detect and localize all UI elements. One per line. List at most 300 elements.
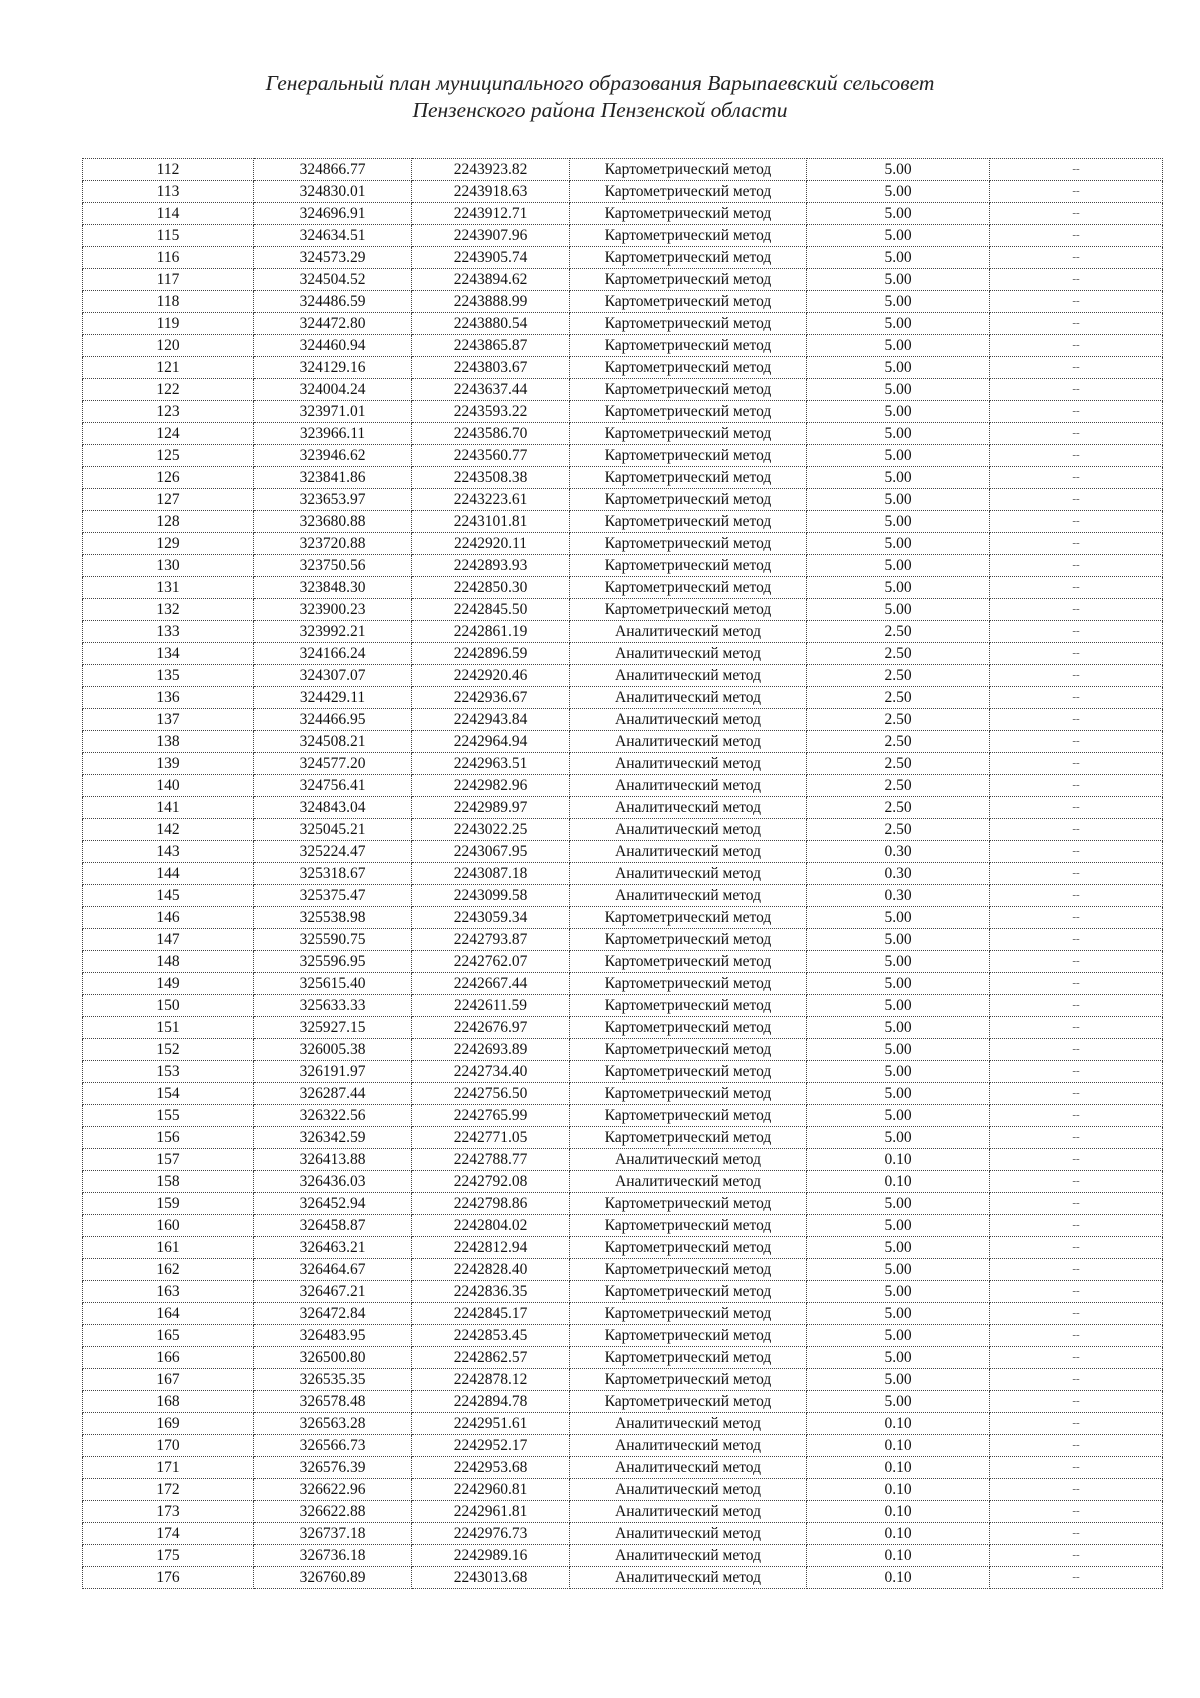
note-cell: -- [990, 643, 1163, 665]
x-coordinate-cell: 323848.30 [254, 577, 412, 599]
point-number-cell: 158 [83, 1171, 254, 1193]
point-number-cell: 135 [83, 665, 254, 687]
table-row [83, 951, 1163, 973]
accuracy-cell: 5.00 [807, 489, 990, 511]
note-cell: -- [990, 467, 1163, 489]
x-coordinate-cell: 324004.24 [254, 379, 412, 401]
point-number-cell: 162 [83, 1259, 254, 1281]
accuracy-cell: 0.10 [807, 1413, 990, 1435]
y-coordinate-cell: 2242812.94 [412, 1237, 570, 1259]
y-coordinate-cell: 2242798.86 [412, 1193, 570, 1215]
x-coordinate-cell: 323653.97 [254, 489, 412, 511]
y-coordinate-cell: 2242676.97 [412, 1017, 570, 1039]
coordinates-table [82, 158, 1163, 1589]
note-cell: -- [990, 753, 1163, 775]
y-coordinate-cell: 2242765.99 [412, 1105, 570, 1127]
accuracy-cell: 5.00 [807, 577, 990, 599]
accuracy-cell: 5.00 [807, 1325, 990, 1347]
y-coordinate-cell: 2242667.44 [412, 973, 570, 995]
accuracy-cell: 5.00 [807, 1303, 990, 1325]
point-number-cell: 116 [83, 247, 254, 269]
method-cell: Картометрический метод [570, 599, 807, 621]
method-cell: Аналитический метод [570, 753, 807, 775]
method-cell: Картометрический метод [570, 269, 807, 291]
table-row [83, 1435, 1163, 1457]
table-row [83, 291, 1163, 313]
y-coordinate-cell: 2243560.77 [412, 445, 570, 467]
accuracy-cell: 5.00 [807, 1061, 990, 1083]
y-coordinate-cell: 2242878.12 [412, 1369, 570, 1391]
table-row [83, 247, 1163, 269]
accuracy-cell: 2.50 [807, 797, 990, 819]
accuracy-cell: 5.00 [807, 335, 990, 357]
accuracy-cell: 5.00 [807, 181, 990, 203]
point-number-cell: 168 [83, 1391, 254, 1413]
accuracy-cell: 2.50 [807, 665, 990, 687]
y-coordinate-cell: 2242762.07 [412, 951, 570, 973]
y-coordinate-cell: 2243865.87 [412, 335, 570, 357]
y-coordinate-cell: 2243888.99 [412, 291, 570, 313]
point-number-cell: 147 [83, 929, 254, 951]
method-cell: Картометрический метод [570, 1105, 807, 1127]
accuracy-cell: 5.00 [807, 1215, 990, 1237]
note-cell: -- [990, 1017, 1163, 1039]
x-coordinate-cell: 326576.39 [254, 1457, 412, 1479]
x-coordinate-cell: 325045.21 [254, 819, 412, 841]
y-coordinate-cell: 2242964.94 [412, 731, 570, 753]
table-row [83, 1457, 1163, 1479]
table-row [83, 1259, 1163, 1281]
x-coordinate-cell: 326737.18 [254, 1523, 412, 1545]
table-row [83, 1193, 1163, 1215]
accuracy-cell: 5.00 [807, 1281, 990, 1303]
accuracy-cell: 5.00 [807, 1017, 990, 1039]
table-row [83, 577, 1163, 599]
note-cell: -- [990, 709, 1163, 731]
accuracy-cell: 5.00 [807, 225, 990, 247]
x-coordinate-cell: 323966.11 [254, 423, 412, 445]
accuracy-cell: 5.00 [807, 1347, 990, 1369]
accuracy-cell: 2.50 [807, 819, 990, 841]
note-cell: -- [990, 1061, 1163, 1083]
point-number-cell: 124 [83, 423, 254, 445]
table-row [83, 555, 1163, 577]
point-number-cell: 163 [83, 1281, 254, 1303]
table-row [83, 863, 1163, 885]
accuracy-cell: 0.10 [807, 1149, 990, 1171]
point-number-cell: 122 [83, 379, 254, 401]
accuracy-cell: 2.50 [807, 731, 990, 753]
note-cell: -- [990, 1391, 1163, 1413]
table-row [83, 1391, 1163, 1413]
y-coordinate-cell: 2242952.17 [412, 1435, 570, 1457]
point-number-cell: 133 [83, 621, 254, 643]
accuracy-cell: 5.00 [807, 357, 990, 379]
accuracy-cell: 5.00 [807, 269, 990, 291]
note-cell: -- [990, 533, 1163, 555]
method-cell: Картометрический метод [570, 1039, 807, 1061]
point-number-cell: 153 [83, 1061, 254, 1083]
x-coordinate-cell: 324466.95 [254, 709, 412, 731]
point-number-cell: 139 [83, 753, 254, 775]
note-cell: -- [990, 1259, 1163, 1281]
point-number-cell: 144 [83, 863, 254, 885]
table-row [83, 1413, 1163, 1435]
x-coordinate-cell: 326578.48 [254, 1391, 412, 1413]
note-cell: -- [990, 1545, 1163, 1567]
x-coordinate-cell: 326464.67 [254, 1259, 412, 1281]
method-cell: Картометрический метод [570, 907, 807, 929]
y-coordinate-cell: 2242893.93 [412, 555, 570, 577]
y-coordinate-cell: 2242861.19 [412, 621, 570, 643]
note-cell: -- [990, 995, 1163, 1017]
note-cell: -- [990, 973, 1163, 995]
table-row [83, 1567, 1163, 1589]
table-row [83, 1171, 1163, 1193]
x-coordinate-cell: 326622.96 [254, 1479, 412, 1501]
table-row [83, 269, 1163, 291]
note-cell: -- [990, 731, 1163, 753]
table-row [83, 1523, 1163, 1545]
y-coordinate-cell: 2242989.16 [412, 1545, 570, 1567]
point-number-cell: 170 [83, 1435, 254, 1457]
note-cell: -- [990, 1193, 1163, 1215]
coordinates-table-body [83, 159, 1163, 1589]
accuracy-cell: 5.00 [807, 907, 990, 929]
method-cell: Картометрический метод [570, 489, 807, 511]
table-row [83, 687, 1163, 709]
table-row [83, 313, 1163, 335]
x-coordinate-cell: 323992.21 [254, 621, 412, 643]
accuracy-cell: 5.00 [807, 379, 990, 401]
y-coordinate-cell: 2243099.58 [412, 885, 570, 907]
note-cell: -- [990, 577, 1163, 599]
y-coordinate-cell: 2243101.81 [412, 511, 570, 533]
point-number-cell: 164 [83, 1303, 254, 1325]
note-cell: -- [990, 1237, 1163, 1259]
table-row [83, 489, 1163, 511]
x-coordinate-cell: 324486.59 [254, 291, 412, 313]
x-coordinate-cell: 326467.21 [254, 1281, 412, 1303]
table-row [83, 819, 1163, 841]
table-row [83, 1127, 1163, 1149]
table-row [83, 445, 1163, 467]
method-cell: Аналитический метод [570, 819, 807, 841]
y-coordinate-cell: 2243905.74 [412, 247, 570, 269]
table-row [83, 533, 1163, 555]
method-cell: Картометрический метод [570, 225, 807, 247]
method-cell: Аналитический метод [570, 687, 807, 709]
method-cell: Картометрический метод [570, 203, 807, 225]
x-coordinate-cell: 326483.95 [254, 1325, 412, 1347]
accuracy-cell: 5.00 [807, 1259, 990, 1281]
x-coordinate-cell: 326191.97 [254, 1061, 412, 1083]
x-coordinate-cell: 325927.15 [254, 1017, 412, 1039]
accuracy-cell: 2.50 [807, 643, 990, 665]
note-cell: -- [990, 445, 1163, 467]
note-cell: -- [990, 555, 1163, 577]
method-cell: Аналитический метод [570, 885, 807, 907]
y-coordinate-cell: 2242961.81 [412, 1501, 570, 1523]
table-row [83, 1215, 1163, 1237]
method-cell: Картометрический метод [570, 335, 807, 357]
method-cell: Аналитический метод [570, 709, 807, 731]
x-coordinate-cell: 326736.18 [254, 1545, 412, 1567]
point-number-cell: 174 [83, 1523, 254, 1545]
x-coordinate-cell: 323900.23 [254, 599, 412, 621]
accuracy-cell: 5.00 [807, 445, 990, 467]
note-cell: -- [990, 1303, 1163, 1325]
point-number-cell: 125 [83, 445, 254, 467]
point-number-cell: 126 [83, 467, 254, 489]
table-row [83, 159, 1163, 181]
accuracy-cell: 5.00 [807, 1391, 990, 1413]
method-cell: Картометрический метод [570, 511, 807, 533]
method-cell: Аналитический метод [570, 1435, 807, 1457]
note-cell: -- [990, 1149, 1163, 1171]
table-row [83, 1149, 1163, 1171]
method-cell: Картометрический метод [570, 533, 807, 555]
x-coordinate-cell: 326622.88 [254, 1501, 412, 1523]
accuracy-cell: 5.00 [807, 995, 990, 1017]
method-cell: Аналитический метод [570, 841, 807, 863]
method-cell: Аналитический метод [570, 1479, 807, 1501]
x-coordinate-cell: 324129.16 [254, 357, 412, 379]
method-cell: Картометрический метод [570, 951, 807, 973]
point-number-cell: 160 [83, 1215, 254, 1237]
note-cell: -- [990, 907, 1163, 929]
table-row [83, 1083, 1163, 1105]
table-row [83, 203, 1163, 225]
y-coordinate-cell: 2243923.82 [412, 159, 570, 181]
accuracy-cell: 2.50 [807, 753, 990, 775]
note-cell: -- [990, 841, 1163, 863]
point-number-cell: 128 [83, 511, 254, 533]
note-cell: -- [990, 1171, 1163, 1193]
point-number-cell: 148 [83, 951, 254, 973]
method-cell: Картометрический метод [570, 423, 807, 445]
note-cell: -- [990, 665, 1163, 687]
note-cell: -- [990, 247, 1163, 269]
note-cell: -- [990, 1435, 1163, 1457]
point-number-cell: 141 [83, 797, 254, 819]
point-number-cell: 176 [83, 1567, 254, 1589]
x-coordinate-cell: 325633.33 [254, 995, 412, 1017]
point-number-cell: 167 [83, 1369, 254, 1391]
x-coordinate-cell: 323946.62 [254, 445, 412, 467]
y-coordinate-cell: 2242936.67 [412, 687, 570, 709]
note-cell: -- [990, 1105, 1163, 1127]
point-number-cell: 132 [83, 599, 254, 621]
note-cell: -- [990, 1347, 1163, 1369]
accuracy-cell: 5.00 [807, 159, 990, 181]
method-cell: Аналитический метод [570, 1523, 807, 1545]
method-cell: Картометрический метод [570, 1259, 807, 1281]
method-cell: Аналитический метод [570, 1501, 807, 1523]
point-number-cell: 112 [83, 159, 254, 181]
point-number-cell: 140 [83, 775, 254, 797]
y-coordinate-cell: 2243508.38 [412, 467, 570, 489]
y-coordinate-cell: 2243912.71 [412, 203, 570, 225]
y-coordinate-cell: 2243880.54 [412, 313, 570, 335]
x-coordinate-cell: 326458.87 [254, 1215, 412, 1237]
method-cell: Картометрический метод [570, 1391, 807, 1413]
x-coordinate-cell: 325596.95 [254, 951, 412, 973]
table-row [83, 1017, 1163, 1039]
accuracy-cell: 5.00 [807, 313, 990, 335]
x-coordinate-cell: 326760.89 [254, 1567, 412, 1589]
note-cell: -- [990, 357, 1163, 379]
point-number-cell: 154 [83, 1083, 254, 1105]
x-coordinate-cell: 326452.94 [254, 1193, 412, 1215]
table-row [83, 335, 1163, 357]
note-cell: -- [990, 929, 1163, 951]
y-coordinate-cell: 2243803.67 [412, 357, 570, 379]
y-coordinate-cell: 2242894.78 [412, 1391, 570, 1413]
note-cell: -- [990, 951, 1163, 973]
table-row [83, 643, 1163, 665]
note-cell: -- [990, 1281, 1163, 1303]
point-number-cell: 155 [83, 1105, 254, 1127]
y-coordinate-cell: 2243067.95 [412, 841, 570, 863]
table-row [83, 1105, 1163, 1127]
method-cell: Аналитический метод [570, 797, 807, 819]
method-cell: Аналитический метод [570, 863, 807, 885]
accuracy-cell: 0.10 [807, 1501, 990, 1523]
table-row [83, 731, 1163, 753]
y-coordinate-cell: 2242771.05 [412, 1127, 570, 1149]
point-number-cell: 169 [83, 1413, 254, 1435]
method-cell: Картометрический метод [570, 577, 807, 599]
table-row [83, 1501, 1163, 1523]
method-cell: Картометрический метод [570, 159, 807, 181]
accuracy-cell: 2.50 [807, 621, 990, 643]
point-number-cell: 137 [83, 709, 254, 731]
y-coordinate-cell: 2242836.35 [412, 1281, 570, 1303]
table-row [83, 423, 1163, 445]
point-number-cell: 114 [83, 203, 254, 225]
table-row [83, 225, 1163, 247]
x-coordinate-cell: 324843.04 [254, 797, 412, 819]
accuracy-cell: 5.00 [807, 423, 990, 445]
note-cell: -- [990, 511, 1163, 533]
point-number-cell: 149 [83, 973, 254, 995]
method-cell: Картометрический метод [570, 1083, 807, 1105]
method-cell: Аналитический метод [570, 643, 807, 665]
y-coordinate-cell: 2242788.77 [412, 1149, 570, 1171]
table-row [83, 621, 1163, 643]
method-cell: Картометрический метод [570, 445, 807, 467]
y-coordinate-cell: 2243894.62 [412, 269, 570, 291]
x-coordinate-cell: 324429.11 [254, 687, 412, 709]
y-coordinate-cell: 2243059.34 [412, 907, 570, 929]
point-number-cell: 131 [83, 577, 254, 599]
table-row [83, 1303, 1163, 1325]
y-coordinate-cell: 2243637.44 [412, 379, 570, 401]
note-cell: -- [990, 1369, 1163, 1391]
accuracy-cell: 0.10 [807, 1171, 990, 1193]
point-number-cell: 117 [83, 269, 254, 291]
document-header [0, 70, 1200, 124]
accuracy-cell: 5.00 [807, 291, 990, 313]
x-coordinate-cell: 324307.07 [254, 665, 412, 687]
method-cell: Картометрический метод [570, 1237, 807, 1259]
accuracy-cell: 5.00 [807, 467, 990, 489]
y-coordinate-cell: 2243013.68 [412, 1567, 570, 1589]
accuracy-cell: 5.00 [807, 247, 990, 269]
y-coordinate-cell: 2242862.57 [412, 1347, 570, 1369]
method-cell: Картометрический метод [570, 1369, 807, 1391]
x-coordinate-cell: 325615.40 [254, 973, 412, 995]
y-coordinate-cell: 2243022.25 [412, 819, 570, 841]
point-number-cell: 142 [83, 819, 254, 841]
y-coordinate-cell: 2242920.46 [412, 665, 570, 687]
accuracy-cell: 2.50 [807, 775, 990, 797]
accuracy-cell: 5.00 [807, 511, 990, 533]
y-coordinate-cell: 2242896.59 [412, 643, 570, 665]
method-cell: Аналитический метод [570, 621, 807, 643]
accuracy-cell: 5.00 [807, 1083, 990, 1105]
accuracy-cell: 0.10 [807, 1479, 990, 1501]
note-cell: -- [990, 1457, 1163, 1479]
table-row [83, 1281, 1163, 1303]
accuracy-cell: 0.10 [807, 1457, 990, 1479]
x-coordinate-cell: 325375.47 [254, 885, 412, 907]
x-coordinate-cell: 324504.52 [254, 269, 412, 291]
y-coordinate-cell: 2242734.40 [412, 1061, 570, 1083]
point-number-cell: 143 [83, 841, 254, 863]
accuracy-cell: 0.10 [807, 1545, 990, 1567]
x-coordinate-cell: 324756.41 [254, 775, 412, 797]
y-coordinate-cell: 2242976.73 [412, 1523, 570, 1545]
x-coordinate-cell: 326472.84 [254, 1303, 412, 1325]
x-coordinate-cell: 326322.56 [254, 1105, 412, 1127]
y-coordinate-cell: 2243223.61 [412, 489, 570, 511]
method-cell: Картометрический метод [570, 291, 807, 313]
x-coordinate-cell: 326566.73 [254, 1435, 412, 1457]
method-cell: Картометрический метод [570, 181, 807, 203]
method-cell: Аналитический метод [570, 1171, 807, 1193]
accuracy-cell: 5.00 [807, 401, 990, 423]
accuracy-cell: 0.10 [807, 1567, 990, 1589]
y-coordinate-cell: 2242943.84 [412, 709, 570, 731]
y-coordinate-cell: 2242920.11 [412, 533, 570, 555]
y-coordinate-cell: 2242693.89 [412, 1039, 570, 1061]
accuracy-cell: 5.00 [807, 1237, 990, 1259]
table-row [83, 885, 1163, 907]
y-coordinate-cell: 2242845.50 [412, 599, 570, 621]
point-number-cell: 150 [83, 995, 254, 1017]
note-cell: -- [990, 819, 1163, 841]
accuracy-cell: 5.00 [807, 1369, 990, 1391]
method-cell: Картометрический метод [570, 313, 807, 335]
table-row [83, 511, 1163, 533]
point-number-cell: 159 [83, 1193, 254, 1215]
method-cell: Картометрический метод [570, 1193, 807, 1215]
point-number-cell: 120 [83, 335, 254, 357]
x-coordinate-cell: 326563.28 [254, 1413, 412, 1435]
y-coordinate-cell: 2242756.50 [412, 1083, 570, 1105]
note-cell: -- [990, 1039, 1163, 1061]
accuracy-cell: 0.30 [807, 885, 990, 907]
method-cell: Аналитический метод [570, 1149, 807, 1171]
y-coordinate-cell: 2242989.97 [412, 797, 570, 819]
method-cell: Картометрический метод [570, 995, 807, 1017]
note-cell: -- [990, 797, 1163, 819]
y-coordinate-cell: 2242951.61 [412, 1413, 570, 1435]
accuracy-cell: 5.00 [807, 533, 990, 555]
y-coordinate-cell: 2242960.81 [412, 1479, 570, 1501]
